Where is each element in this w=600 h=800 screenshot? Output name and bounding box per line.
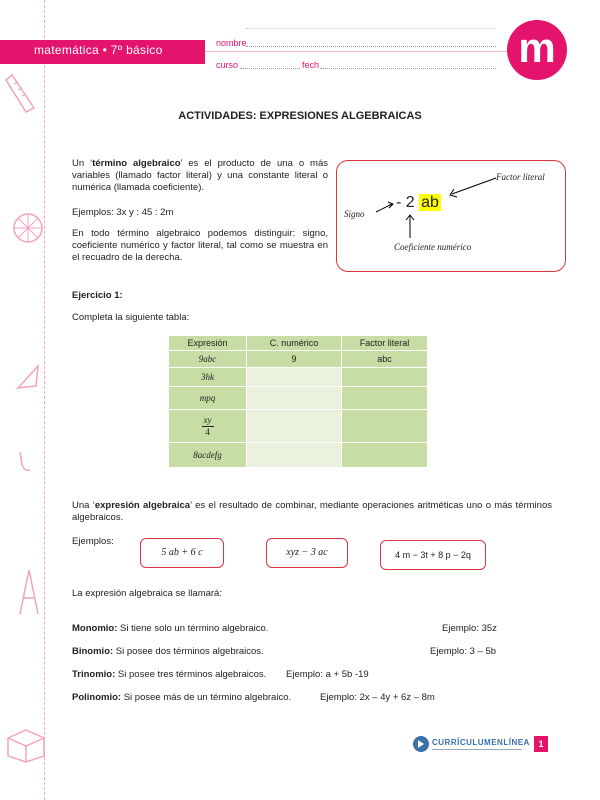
expresion-definition	[72, 500, 552, 524]
intro-bold-term: término algebraico	[92, 158, 181, 169]
expresion-prefix: Una ‘	[72, 500, 95, 511]
curso-field[interactable]	[240, 68, 300, 69]
subject-label: matemática • 7º básico	[34, 43, 163, 57]
expresion-bold-term: expresión algebraica	[94, 500, 191, 511]
trinomio-example: Ejemplo: a + 5b -19	[286, 669, 369, 680]
top-dots	[246, 28, 496, 29]
answer-cell-factor[interactable]	[342, 443, 428, 468]
page-number: 1	[534, 736, 548, 752]
monomio-line	[72, 623, 268, 635]
examples-label: Ejemplos:	[72, 536, 114, 547]
header-coeficiente: C. numérico	[247, 336, 342, 351]
trinomio-term: Trinomio:	[72, 669, 116, 680]
factor-arrow-icon	[452, 178, 496, 194]
polinomio-example: Ejemplo: 2x – 4y + 6z – 8m	[320, 692, 435, 703]
intro-examples: Ejemplos: 3x y : 45 : 2m	[72, 207, 174, 218]
curriculum-logo-icon	[412, 735, 430, 753]
answer-cell-coeficiente[interactable]	[247, 443, 342, 468]
table-row	[169, 387, 428, 410]
page-title: ACTIVIDADES: EXPRESIONES ALGEBRAICAS	[178, 110, 422, 122]
term-literal-highlight: ab	[421, 194, 439, 211]
trinomio-text: Si posee tres términos algebraicos.	[115, 669, 267, 680]
naming-intro: La expresión algebraica se llamará:	[72, 588, 222, 599]
binomio-text: Si posee dos términos algebraicos.	[113, 646, 264, 657]
exercise-title: Ejercicio 1:	[72, 290, 123, 301]
signo-label: Signo	[344, 209, 365, 219]
cell-expresion: 8acdefg	[169, 443, 247, 468]
term-coefficient: - 2	[396, 194, 415, 211]
ruler-doodle-icon	[4, 70, 44, 115]
header-factor: Factor literal	[342, 336, 428, 351]
wheel-doodle-icon	[10, 210, 46, 246]
cell-expresion: mpq	[169, 387, 247, 410]
diagram-arrows	[336, 160, 564, 270]
answer-cell-coeficiente[interactable]	[247, 410, 342, 443]
example-box-1: 5 ab + 6 c	[140, 538, 224, 568]
binomio-term: Binomio:	[72, 646, 114, 657]
fecha-field[interactable]	[320, 68, 496, 69]
monomio-example: Ejemplo: 35z	[442, 623, 497, 634]
logo-badge: m	[507, 20, 567, 80]
answer-cell-coeficiente[interactable]	[247, 368, 342, 387]
table-header-row	[169, 336, 428, 351]
brand-name: CURRÍCULUMENLÍNEA	[432, 738, 530, 747]
brand-underline	[432, 749, 522, 752]
binomio-line	[72, 646, 264, 658]
example-box-2: xyz − 3 ac	[266, 538, 348, 568]
triangle-doodle-icon	[14, 362, 42, 392]
cell-expresion: 9abc	[169, 351, 247, 368]
exercise-table	[168, 335, 428, 468]
header-expresion: Expresión	[169, 336, 247, 351]
coeficiente-label: Coeficiente numérico	[394, 242, 472, 252]
curso-label: curso	[216, 60, 239, 70]
table-row	[169, 351, 428, 368]
answer-cell-factor[interactable]	[342, 387, 428, 410]
answer-cell-factor[interactable]	[342, 368, 428, 387]
fecha-label: fech	[302, 60, 320, 70]
intro-rest: ’ es el producto de una o más variables (llamado factor literal) y una constante literal o numérica (llamada coeficiente).	[72, 158, 328, 193]
nombre-field[interactable]	[246, 46, 496, 47]
table-row	[169, 368, 428, 387]
factor-literal-label: Factor literal	[496, 172, 545, 182]
header-divider	[205, 51, 535, 52]
monomio-term: Monomio:	[72, 623, 118, 634]
cell-coeficiente: 9	[247, 351, 342, 368]
cell-expresion-fraction: $\frac{xy}{4}$	[169, 410, 247, 443]
cube-doodle-icon	[4, 724, 48, 764]
trinomio-line	[72, 669, 266, 681]
binomio-example: Ejemplo: 3 – 5b	[430, 646, 497, 657]
table-row	[169, 410, 428, 443]
intro-definition	[72, 158, 328, 194]
hook-doodle-icon	[14, 450, 36, 476]
expresion-rest: ’ es el resultado de combinar, mediante operaciones aritméticas uno o más términos algebraicos.	[72, 500, 552, 523]
example-box-3: 4 m − 3t + 8 p − 2q	[380, 540, 486, 570]
table-row	[169, 443, 428, 468]
compass-doodle-icon	[16, 568, 42, 618]
answer-cell-coeficiente[interactable]	[247, 387, 342, 410]
cell-factor: abc	[342, 351, 428, 368]
intro-parts: En todo término algebraico podemos distinguir: signo, coeficiente numérico y factor literal, tal como se muestra en el recuadro de la derecha.	[72, 228, 328, 263]
polinomio-line	[72, 692, 291, 704]
polinomio-text: Si posee más de un término algebraico.	[121, 692, 292, 703]
intro-prefix: Un ‘	[72, 158, 93, 169]
answer-cell-factor[interactable]	[342, 410, 428, 443]
nombre-label: nombre	[216, 38, 247, 48]
cell-expresion: 3hk	[169, 368, 247, 387]
monomio-text: Si tiene solo un término algebraico.	[117, 623, 269, 634]
exercise-instruction: Completa la siguiente tabla:	[72, 312, 190, 323]
polinomio-term: Polinomio:	[72, 692, 122, 703]
